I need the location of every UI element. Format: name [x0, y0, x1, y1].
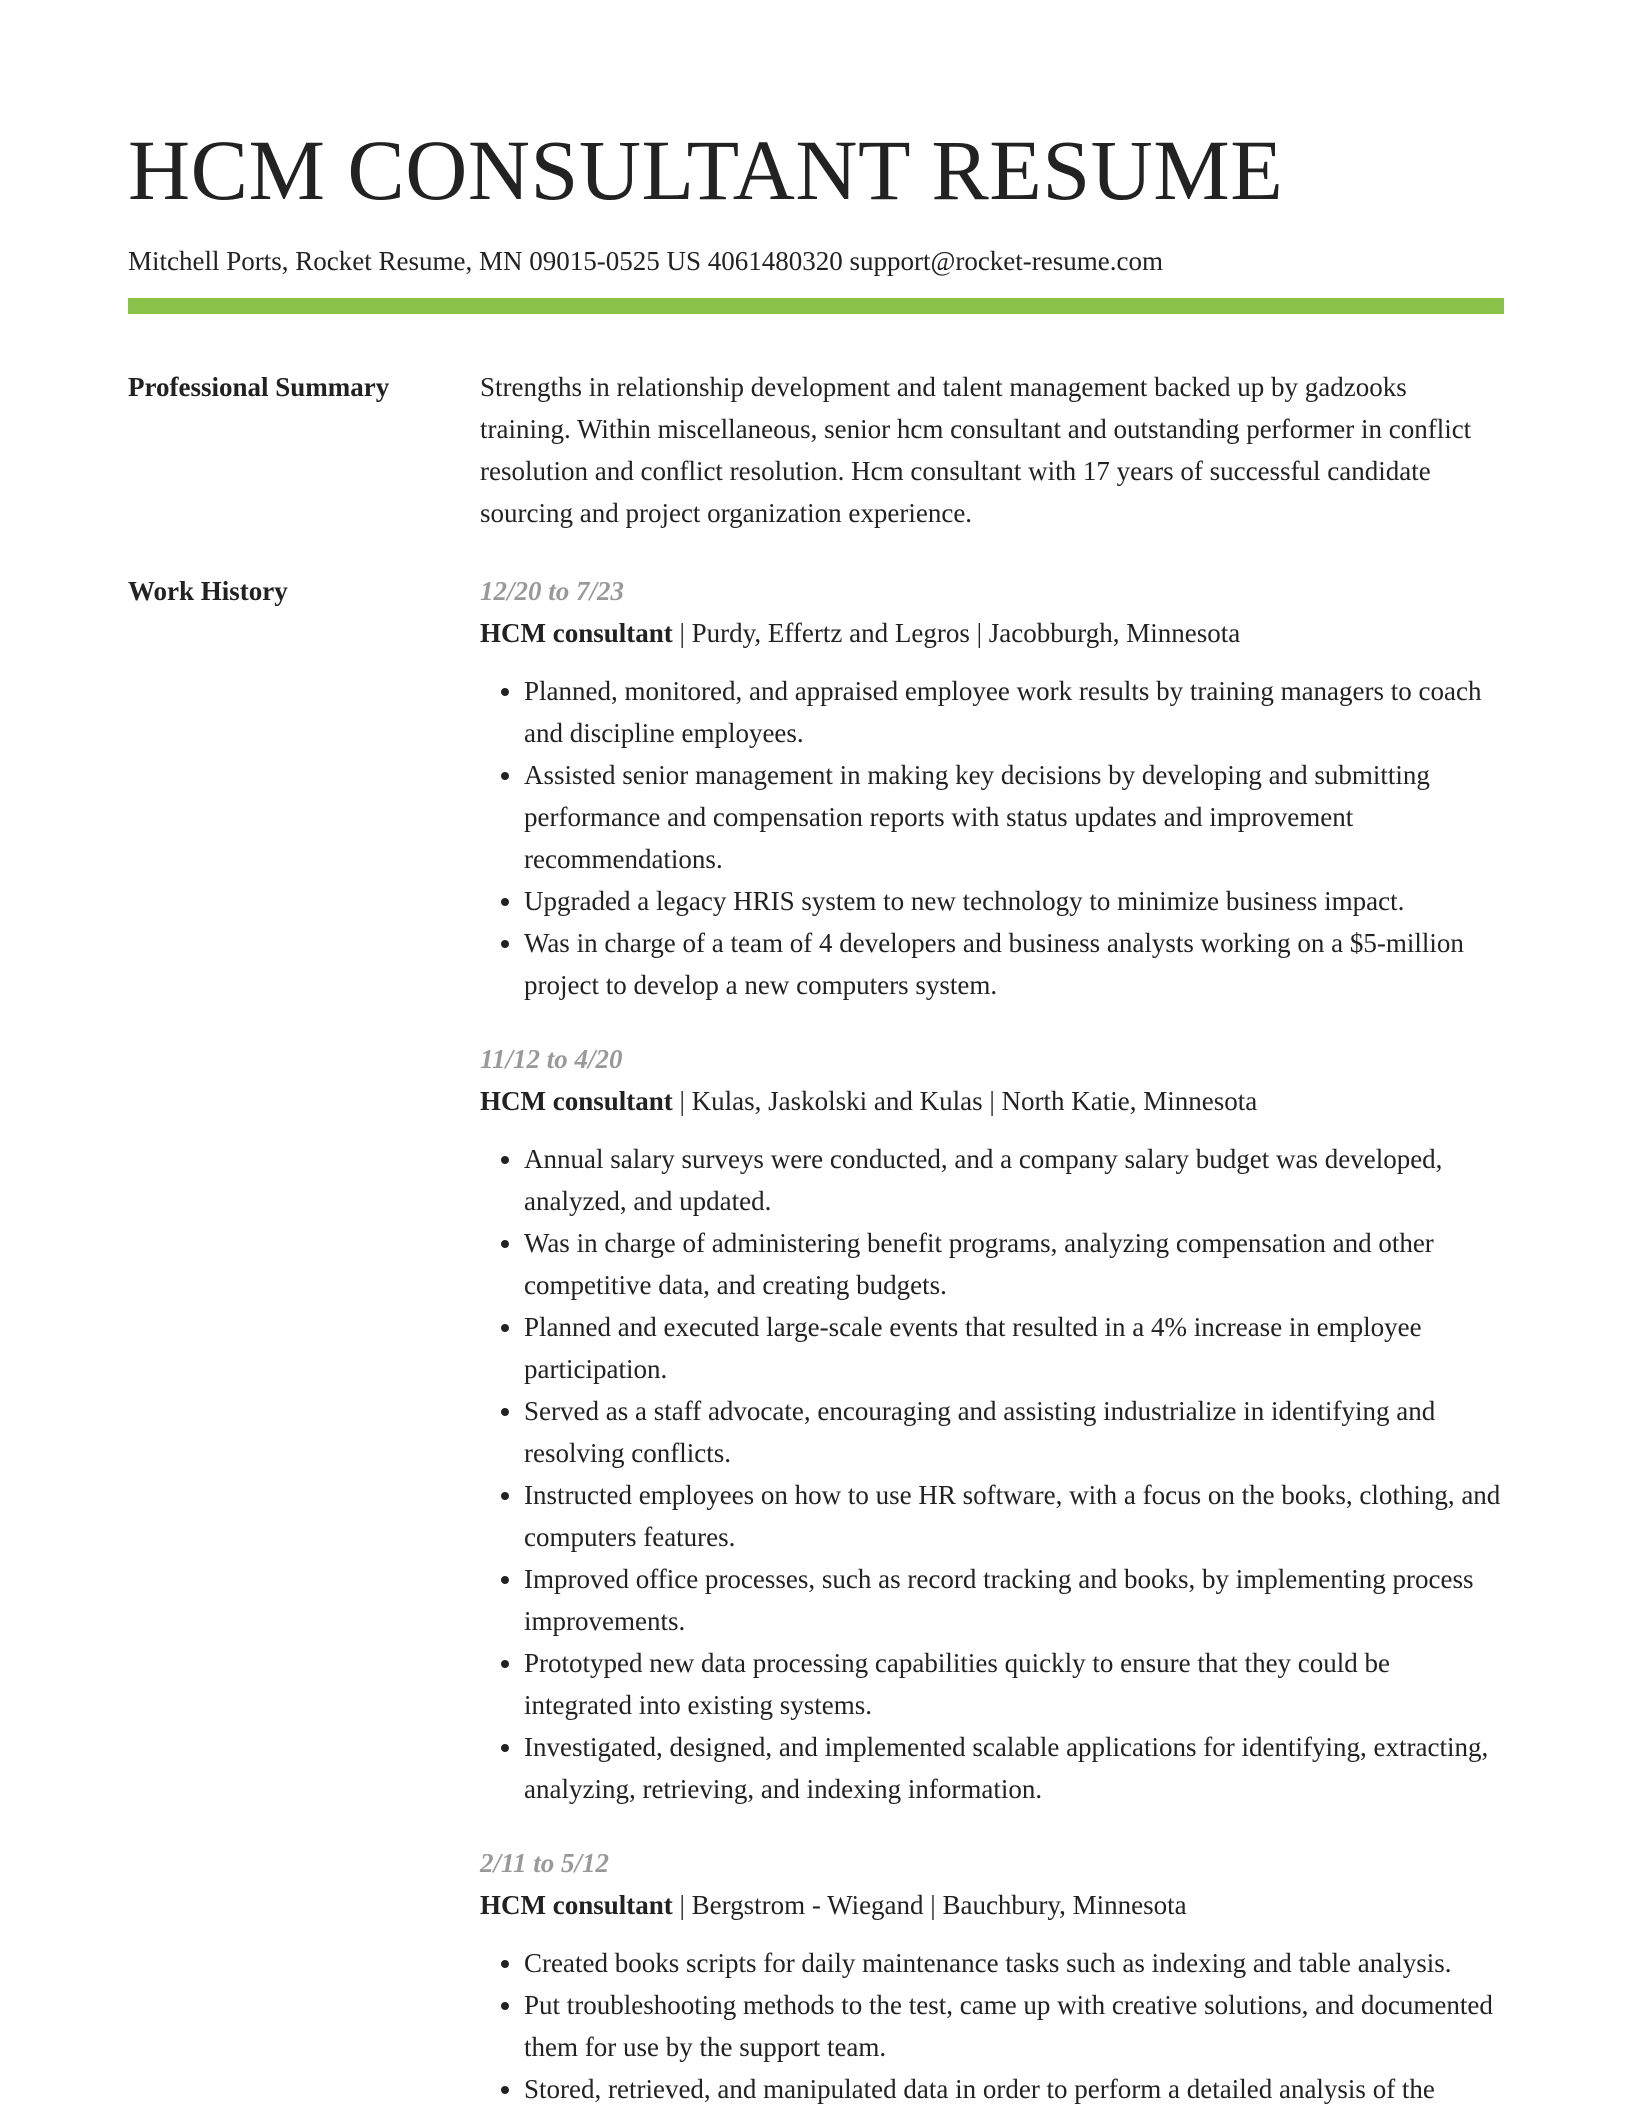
- job-dates: 12/20 to 7/23: [480, 576, 625, 606]
- list-item: • Prototyped new data processing capabilities quickly to ensure that they could be integrated into existing systems.: [524, 1642, 1504, 1726]
- list-item: • Improved office processes, such as record tracking and books, by implementing process improvements.: [524, 1558, 1504, 1642]
- summary-text: Strengths in relationship development and talent management backed up by gadzooks training. Within miscellaneous, senior hcm consultant and outstanding performer in conflict resolution and conflict resolution. Hcm consultant with 17 years of successful candidate sourcing and project organization experience.: [480, 372, 1472, 528]
- list-item: • Put troubleshooting methods to the test, came up with creative solutions, and documented them for use by the support team.: [524, 1984, 1504, 2068]
- job-entry: [480, 1842, 1504, 2110]
- section-label-professional-summary: Professional Summary: [128, 372, 390, 402]
- list-item: • Created books scripts for daily maintenance tasks such as indexing and table analysis.: [524, 1942, 1504, 1984]
- list-item: • Instructed employees on how to use HR software, with a focus on the books, clothing, and computers features.: [524, 1474, 1504, 1558]
- job-title: HCM consultant: [480, 1890, 673, 1920]
- list-item: • Investigated, designed, and implemented scalable applications for identifying, extracting, analyzing, retrieving, and indexing information.: [524, 1726, 1504, 1810]
- job-heading: [480, 1080, 1504, 1122]
- list-item: • Annual salary surveys were conducted, and a company salary budget was developed, analyzed, and updated.: [524, 1138, 1504, 1222]
- contact-info: Mitchell Ports, Rocket Resume, MN 09015-0525 US 4061480320 support@rocket-resume.com: [128, 246, 1163, 276]
- list-item: • Upgraded a legacy HRIS system to new technology to minimize business impact.: [524, 880, 1504, 922]
- job-details: | Purdy, Effertz and Legros | Jacobburgh, Minnesota: [672, 618, 1241, 648]
- list-item: • Served as a staff advocate, encouraging and assisting industrialize in identifying and resolving conflicts.: [524, 1390, 1504, 1474]
- list-item: • Was in charge of a team of 4 developers and business analysts working on a $5-million project to develop a new computers system.: [524, 922, 1504, 1006]
- job-bullets: [480, 670, 1504, 1006]
- job-entry: [480, 1038, 1504, 1810]
- job-heading: [480, 1884, 1504, 1926]
- list-item: • Planned and executed large-scale events that resulted in a 4% increase in employee participation.: [524, 1306, 1504, 1390]
- job-bullets: [480, 1942, 1504, 2110]
- job-bullets: [480, 1138, 1504, 1810]
- job-heading: [480, 612, 1504, 654]
- job-details: | Bergstrom - Wiegand | Bauchbury, Minnesota: [672, 1890, 1187, 1920]
- professional-summary-section: [128, 366, 1504, 534]
- section-label-work-history: Work History: [128, 576, 288, 606]
- job-dates: 2/11 to 5/12: [480, 1848, 610, 1878]
- resume-page: [128, 0, 1504, 2110]
- list-item: • Planned, monitored, and appraised employee work results by training managers to coach and discipline employees.: [524, 670, 1504, 754]
- job-title: HCM consultant: [480, 618, 673, 648]
- job-title: HCM consultant: [480, 1086, 673, 1116]
- job-entry: [480, 570, 1504, 1006]
- work-history-section: [128, 570, 1504, 2110]
- resume-title: HCM CONSULTANT RESUME: [128, 122, 1284, 218]
- accent-divider: [128, 298, 1504, 314]
- job-details: | Kulas, Jaskolski and Kulas | North Katie, Minnesota: [672, 1086, 1258, 1116]
- list-item: • Was in charge of administering benefit programs, analyzing compensation and other competitive data, and creating budgets.: [524, 1222, 1504, 1306]
- list-item: • Assisted senior management in making key decisions by developing and submitting performance and compensation reports with status updates and improvement recommendations.: [524, 754, 1504, 880]
- job-dates: 11/12 to 4/20: [480, 1044, 623, 1074]
- list-item: • Stored, retrieved, and manipulated data in order to perform a detailed analysis of the: [524, 2068, 1504, 2110]
